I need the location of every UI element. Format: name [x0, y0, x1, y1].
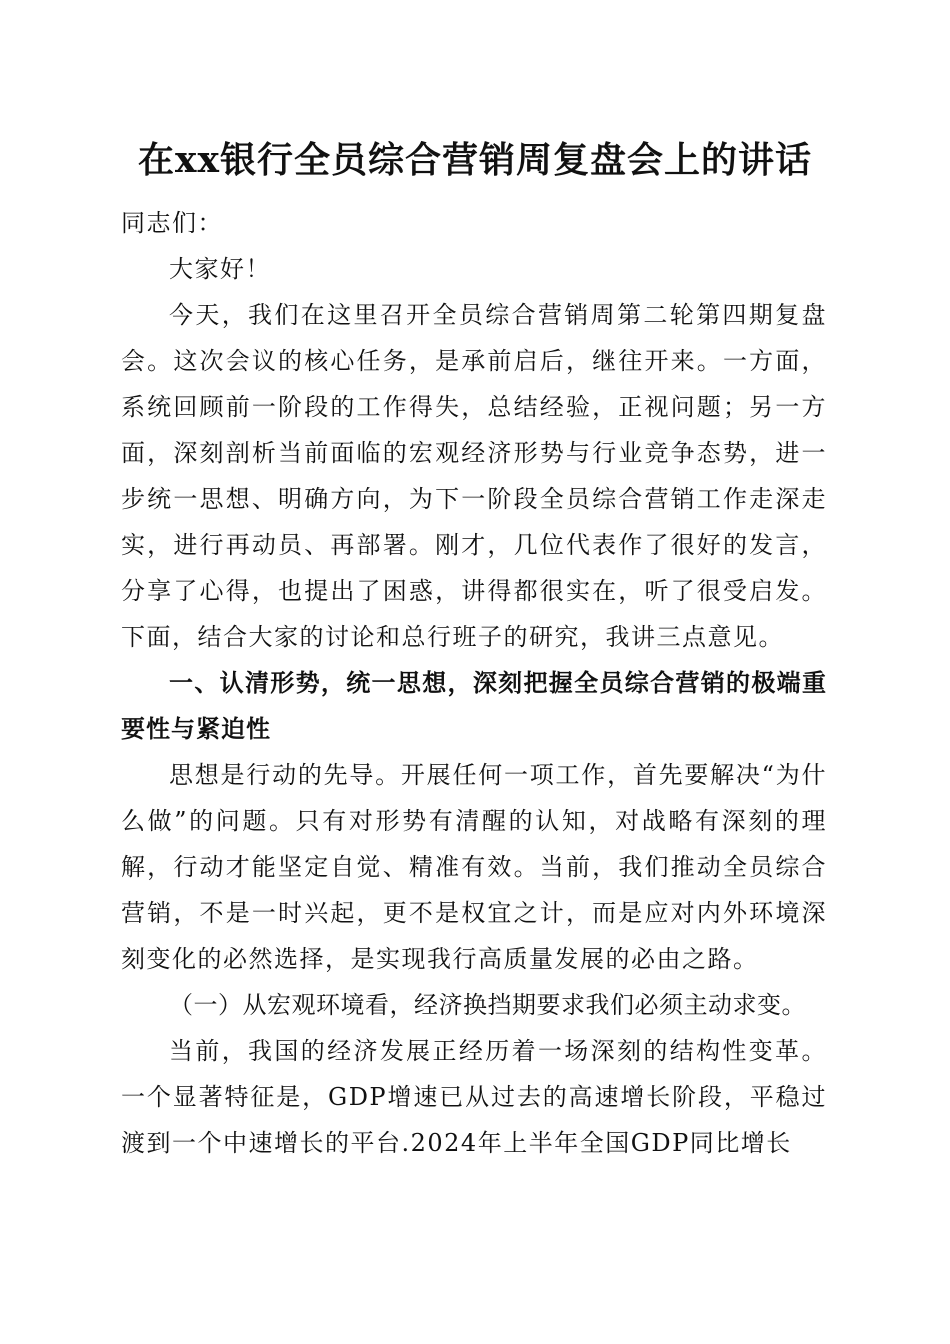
- intro-paragraph: 今天，我们在这里召开全员综合营销周第二轮第四期复盘会。这次会议的核心任务，是承前启后，继往开来。一方面，系统回顾前一阶段的工作得失，总结经验，正视问题；另一方面，深刻剖析当前面临的宏观经济形势与行业竞争态势，进一步统一思想、明确方向，为下一阶段全员综合营销工作走深走实，进行再动员、再部署。刚才，几位代表作了很好的发言，分享了心得，也提出了困惑，讲得都很实在，听了很受启发。下面，结合大家的讨论和总行班子的研究，我讲三点意见。: [121, 301, 827, 651]
- greeting: 大家好！: [169, 255, 271, 283]
- document-title: 在xx银行全员综合营销周复盘会上的讲话: [138, 139, 812, 181]
- section-1-paragraph: 思想是行动的先导。开展任何一项工作，首先要解决“为什么做”的问题。只有对形势有清醒的认知，对战略有深刻的理解，行动才能坚定自觉、精准有效。当前，我们推动全员综合营销，不是一时兴起，更不是权宜之计，而是应对内外环境深刻变化的必然选择，是实现我行高质量发展的必由之路。: [121, 761, 827, 973]
- salutation: 同志们：: [121, 209, 223, 237]
- subsection-heading-1: （一）从宏观环境看，经济换挡期要求我们必须主动求变。: [169, 991, 806, 1019]
- document-body: [121, 200, 827, 1166]
- subsection-1-paragraph: 当前，我国的经济发展正经历着一场深刻的结构性变革。一个显著特征是，GDP增速已从过去的高速增长阶段，平稳过渡到一个中速增长的平台.2024年上半年全国GDP同比增长: [121, 1037, 827, 1157]
- section-heading-1: 一、认清形势，统一思想，深刻把握全员综合营销的极端重要性与紧迫性: [121, 669, 827, 743]
